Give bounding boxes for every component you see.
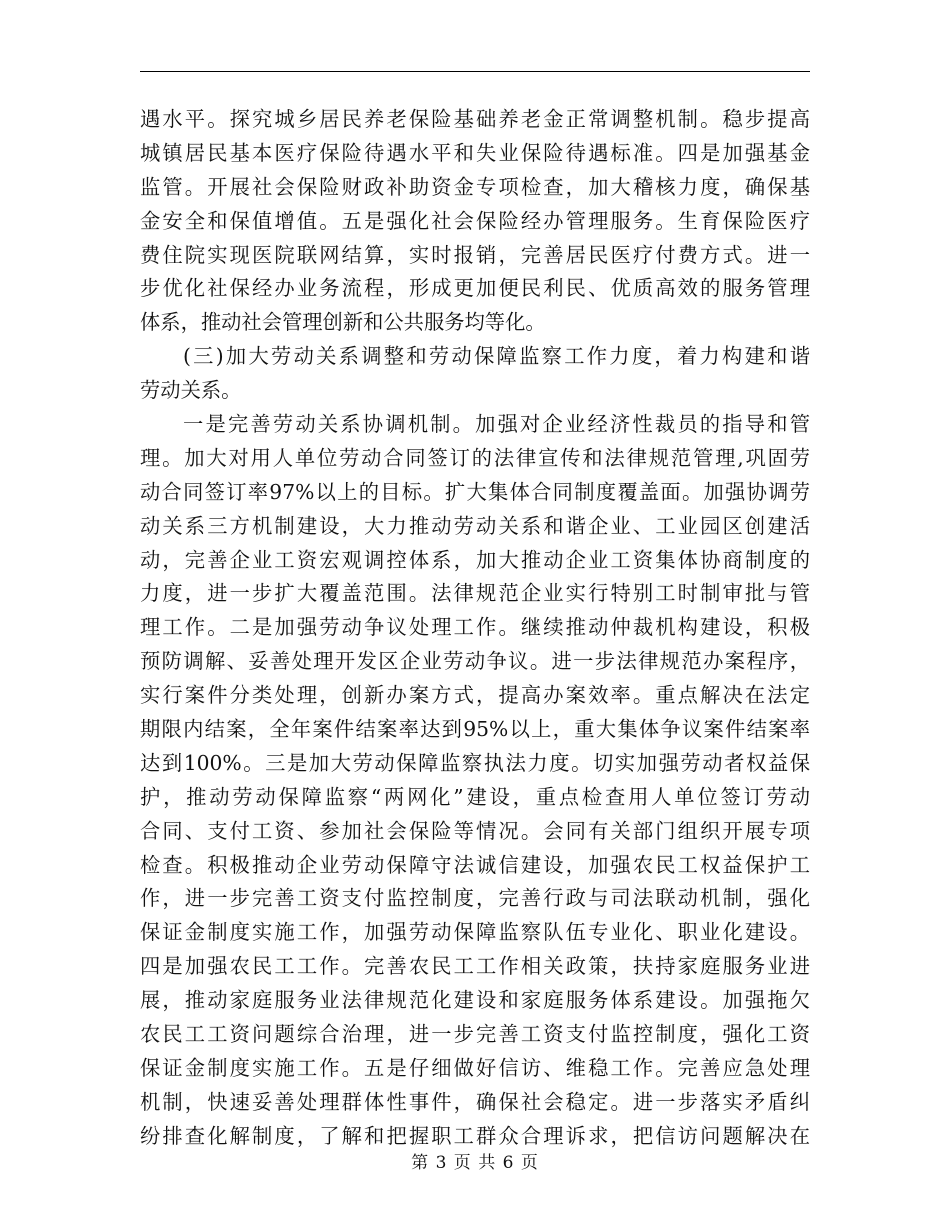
text-line: 遇水平。探究城乡居民养老保险基础养老金正常调整机制。稳步提高 — [140, 107, 810, 131]
text-line: 动合同签订率97%以上的目标。扩大集体合同制度覆盖面。加强协调劳 — [140, 479, 810, 504]
text-line: 预防调解、妥善处理开发区企业劳动争议。进一步法律规范办案程序， — [140, 649, 810, 674]
text-line: 动关系三方机制建设，大力推动劳动关系和谐企业、工业园区创建活 — [140, 513, 810, 538]
text-line: 理。加大对用人单位劳动合同签订的法律宣传和法律规范管理,巩固劳 — [140, 445, 810, 470]
text-line: 合同、支付工资、参加社会保险等情况。会同有关部门组织开展专项 — [140, 818, 810, 843]
text-line: 城镇居民基本医疗保险待遇水平和失业保险待遇标准。四是加强基金 — [140, 140, 810, 165]
text-line: 达到100%。三是加大劳动保障监察执法力度。切实加强劳动者权益保 — [140, 750, 810, 775]
text-line: 纷排查化解制度，了解和把握职工群众合理诉求，把信访问题解决在 — [140, 1123, 810, 1148]
text-line: 体系，推动社会管理创新和公共服务均等化。 — [140, 310, 546, 335]
text-line: 动，完善企业工资宏观调控体系，加大推动企业工资集体协商制度的 — [140, 547, 810, 572]
text-line: 费住院实现医院联网结算，实时报销，完善居民医疗付费方式。进一 — [140, 242, 810, 267]
text-line: 监管。开展社会保险财政补助资金专项检查，加大稽核力度，确保基 — [140, 174, 810, 199]
text-line: 保证金制度实施工作。五是仔细做好信访、维稳工作。完善应急处理 — [140, 1055, 810, 1080]
text-line: 四是加强农民工工作。完善农民工工作相关政策，扶持家庭服务业进 — [140, 954, 810, 979]
page-number: 第 3 页 共 6 页 — [411, 1153, 539, 1173]
text-line: 理工作。二是加强劳动争议处理工作。继续推动仲裁机构建设，积极 — [140, 615, 810, 640]
text-line: 作，进一步完善工资支付监控制度，完善行政与司法联动机制，强化 — [140, 886, 810, 911]
text-line: 机制，快速妥善处理群体性事件，确保社会稳定。进一步落实矛盾纠 — [140, 1089, 810, 1114]
text-line: 展，推动家庭服务业法律规范化建设和家庭服务体系建设。加强拖欠 — [140, 988, 810, 1013]
text-line: 一是完善劳动关系协调机制。加强对企业经济性裁员的指导和管 — [183, 412, 810, 437]
text-line: 力度，进一步扩大覆盖范围。法律规范企业实行特别工时制审批与管 — [140, 581, 810, 606]
text-line: 保证金制度实施工作，加强劳动保障监察队伍专业化、职业化建设。 — [140, 920, 810, 945]
body-text — [140, 103, 810, 1154]
text-line: 农民工工资问题综合治理，进一步完善工资支付监控制度，强化工资 — [140, 1022, 810, 1047]
text-line: 实行案件分类处理，创新办案方式，提高办案效率。重点解决在法定 — [140, 683, 810, 708]
text-line: 步优化社保经办业务流程，形成更加便民利民、优质高效的服务管理 — [140, 276, 810, 301]
text-line: 金安全和保值增值。五是强化社会保险经办管理服务。生育保险医疗 — [140, 208, 810, 233]
text-line: 期限内结案，全年案件结案率达到95%以上，重大集体争议案件结案率 — [140, 717, 810, 742]
header-rule — [140, 71, 810, 72]
section-heading-line: (三)加大劳动关系调整和劳动保障监察工作力度，着力构建和谐 — [183, 344, 810, 369]
section-heading-line: 劳动关系。 — [140, 378, 242, 403]
text-line: 检查。积极推动企业劳动保障守法诚信建设，加强农民工权益保护工 — [140, 852, 810, 877]
text-line: 护，推动劳动保障监察“两网化”建设，重点检查用人单位签订劳动 — [140, 784, 810, 809]
